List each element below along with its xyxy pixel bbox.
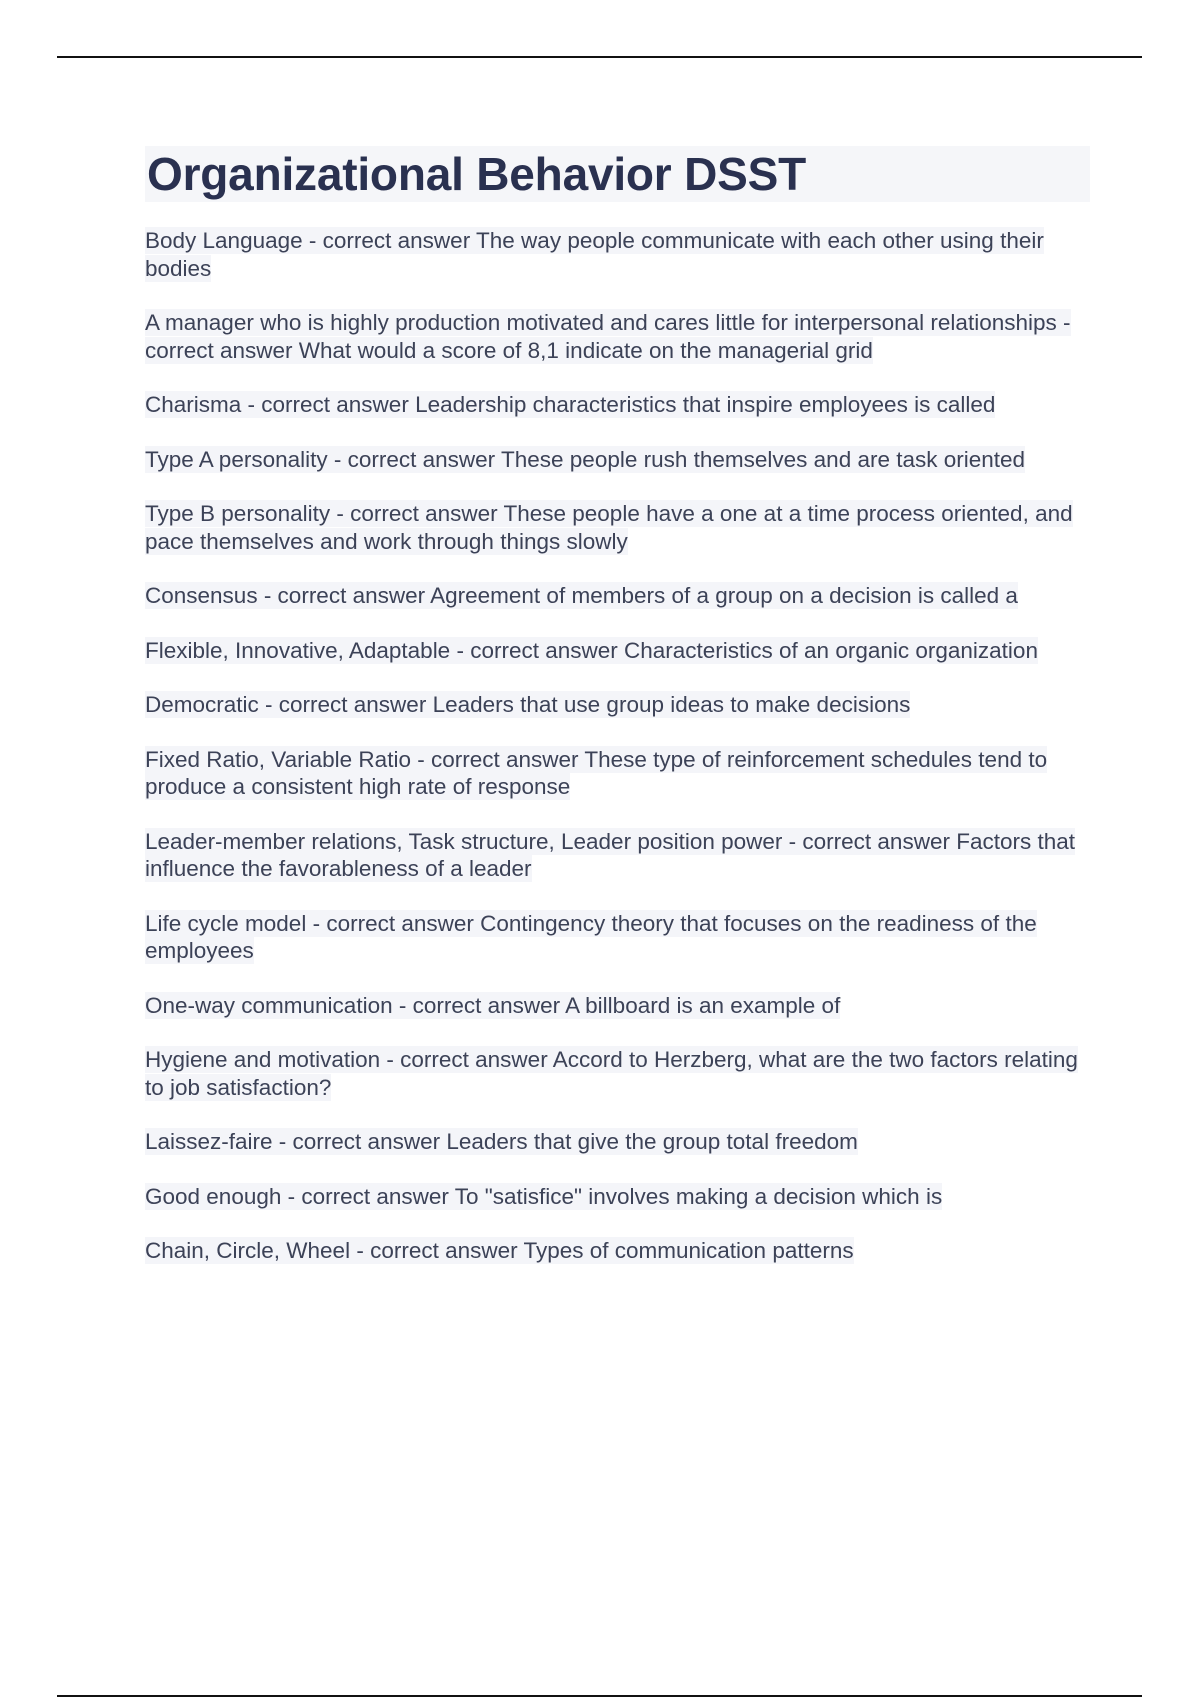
bottom-rule (57, 1695, 1142, 1697)
list-item-text: Hygiene and motivation - correct answer Accord to Herzberg, what are the two factors relating to job satisfaction? (145, 1047, 1078, 1100)
list-item-text: Body Language - correct answer The way people communicate with each other using their bodies (145, 228, 1044, 281)
list-item (145, 309, 1090, 364)
list-item (145, 691, 1090, 719)
list-item-text: Good enough - correct answer To "satisfice" involves making a decision which is (145, 1183, 943, 1209)
list-item-text: Chain, Circle, Wheel - correct answer Types of communication patterns (145, 1238, 854, 1263)
list-item-text: Flexible, Innovative, Adaptable - correct answer Characteristics of an organic organization (145, 637, 1038, 663)
document-content (145, 146, 1090, 1292)
list-item (145, 582, 1090, 610)
list-item-text: Life cycle model - correct answer Contingency theory that focuses on the readiness of the employees (145, 910, 1037, 963)
list-item (145, 500, 1090, 555)
list-item (145, 828, 1090, 883)
list-item-text: Charisma - correct answer Leadership characteristics that inspire employees is called (145, 392, 996, 417)
list-item-text: Fixed Ratio, Variable Ratio - correct answer These type of reinforcement schedules tend to produce a consistent high rate of response (145, 746, 1048, 799)
top-rule (57, 56, 1142, 58)
qa-list (145, 227, 1090, 1265)
list-item (145, 1128, 1090, 1156)
list-item-text: Type B personality - correct answer These people have a one at a time process oriented, and pace themselves and work through things slowly (145, 501, 1073, 554)
list-item (145, 1183, 1090, 1211)
list-item (145, 746, 1090, 801)
list-item (145, 446, 1090, 474)
list-item (145, 992, 1090, 1020)
list-item (145, 227, 1090, 282)
list-item-text: Type A personality - correct answer These people rush themselves and are task oriented (145, 446, 1026, 472)
list-item-text: Leader-member relations, Task structure, Leader position power - correct answer Factors that influence the favorableness of a leader (145, 828, 1075, 881)
list-item-text: A manager who is highly production motivated and cares little for interpersonal relationships - correct answer What would a score of 8,1 indicate on the managerial grid (145, 310, 1071, 363)
list-item-text: One-way communication - correct answer A billboard is an example of (145, 992, 841, 1018)
list-item (145, 1046, 1090, 1101)
document-title: Organizational Behavior DSST (145, 146, 1090, 202)
list-item-text: Laissez-faire - correct answer Leaders that give the group total freedom (145, 1129, 858, 1154)
list-item-text: Democratic - correct answer Leaders that use group ideas to make decisions (145, 692, 911, 717)
list-item (145, 910, 1090, 965)
list-item (145, 637, 1090, 665)
list-item (145, 1237, 1090, 1265)
list-item (145, 391, 1090, 419)
list-item-text: Consensus - correct answer Agreement of members of a group on a decision is called a (145, 583, 1018, 608)
